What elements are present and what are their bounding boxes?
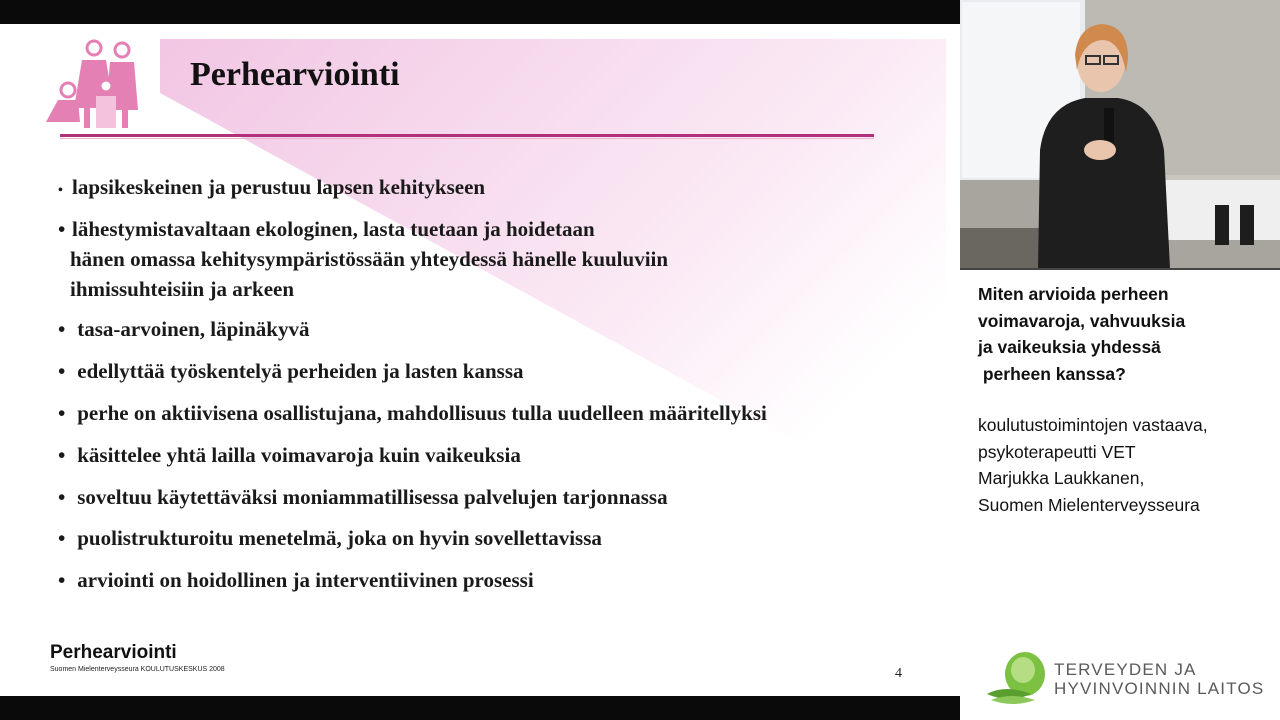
family-icon	[44, 38, 140, 130]
slide-footer-subtitle: Suomen Mielenterveysseura KOULUTUSKESKUS 2008	[50, 666, 225, 673]
slide-page-number: 4	[895, 666, 902, 681]
bullet-item: • soveltuu käytettäväksi moniammatillisessa palvelujen tarjonnassa	[58, 485, 668, 509]
thl-logo-line1: TERVEYDEN JA	[1054, 660, 1197, 679]
bullet-item: • edellyttää työskentelyä perheiden ja lasten kanssa	[58, 359, 524, 383]
speaker-video-frame	[960, 0, 1280, 268]
thl-logo-text	[1054, 660, 1264, 698]
presentation-slide	[0, 24, 960, 696]
thl-logo-line2: HYVINVOINNIN LAITOS	[1054, 679, 1265, 698]
slide-footer-title: Perhearviointi	[50, 642, 177, 663]
video-border	[960, 268, 1280, 270]
bullet-item: • lähestymistavaltaan ekologinen, lasta tuetaan ja hoidetaan hänen omassa kehitysympäristössään yhteydessä hänelle kuuluviin ihmissuhteisiin ja arkeen	[58, 217, 669, 301]
thl-leaf-icon	[985, 650, 1047, 706]
bullet-item: • käsittelee yhtä lailla voimavaroja kuin vaikeuksia	[58, 443, 521, 467]
bullet-item: • tasa-arvoinen, läpinäkyvä	[58, 317, 310, 341]
bullet-item: • arviointi on hoidollinen ja interventiivinen prosessi	[58, 568, 534, 592]
bullet-item: • puolistrukturoitu menetelmä, joka on hyvin sovellettavissa	[58, 526, 602, 550]
title-underline-shadow	[60, 138, 874, 139]
slide-title: Perhearviointi	[190, 56, 400, 93]
top-letterbox-bar	[0, 0, 960, 24]
lecture-question-heading: Miten arvioida perheen voimavaroja, vahvuuksia ja vaikeuksia yhdessä perheen kanssa?	[978, 284, 1186, 384]
title-underline	[60, 134, 874, 137]
speaker-info: koulutustoimintojen vastaava, psykoterapeutti VET Marjukka Laukkanen, Suomen Mielenterveysseura	[978, 415, 1208, 515]
bullet-item: • lapsikeskeinen ja perustuu lapsen kehitykseen	[58, 175, 486, 199]
speaker-video[interactable]	[960, 0, 1280, 268]
bullet-item: • perhe on aktiivisena osallistujana, mahdollisuus tulla uudelleen määritellyksi	[58, 401, 767, 425]
bottom-letterbox-bar	[0, 696, 960, 720]
